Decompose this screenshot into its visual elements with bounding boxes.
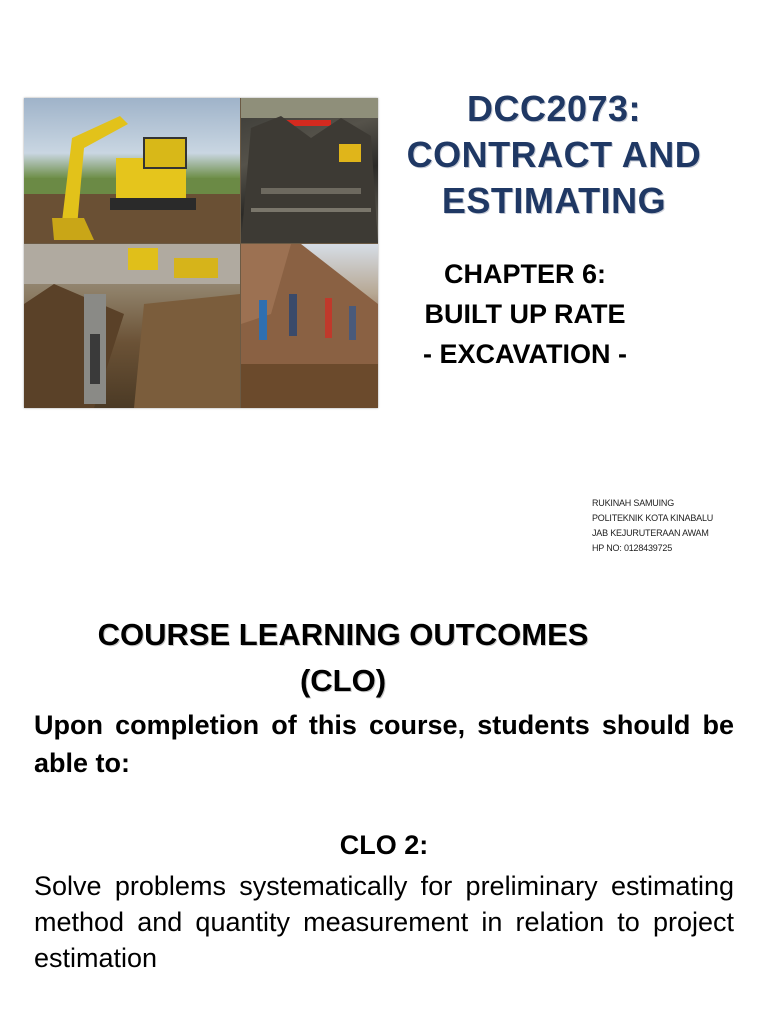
clo-description: Solve problems systematically for preliminary estimating method and quantity measurement in relation to project estimation	[34, 871, 734, 973]
course-title-line-1: CONTRACT AND	[406, 134, 702, 175]
trench-photo	[24, 244, 240, 408]
workers-slope-photo	[241, 244, 378, 408]
rubble-excavation-photo	[241, 98, 378, 243]
author-name: RUKINAH SAMUING	[592, 498, 675, 508]
course-title	[380, 86, 728, 224]
excavator-photo	[24, 98, 240, 243]
course-code: DCC2073:	[466, 88, 642, 129]
course-title-line-2: ESTIMATING	[441, 180, 667, 221]
clo-intro: Upon completion of this course, students should be able to:	[34, 710, 734, 778]
author-phone: HP NO: 0128439725	[592, 543, 672, 553]
chapter-number: CHAPTER 6:	[443, 259, 606, 289]
clo-heading-line-1: COURSE LEARNING OUTCOMES	[97, 617, 589, 652]
chapter-heading	[380, 254, 670, 374]
chapter-topic: - EXCAVATION -	[423, 339, 627, 369]
author-info	[592, 496, 768, 556]
author-institution: POLITEKNIK KOTA KINABALU	[592, 513, 714, 523]
slide-2	[0, 590, 768, 1024]
clo-heading-line-2: (CLO)	[299, 663, 387, 698]
clo-heading	[0, 612, 686, 704]
clo-label: CLO 2:	[339, 830, 429, 860]
excavation-photo-collage	[24, 98, 378, 408]
author-department: JAB KEJURUTERAAN AWAM	[592, 528, 709, 538]
chapter-title: BUILT UP RATE	[424, 299, 626, 329]
